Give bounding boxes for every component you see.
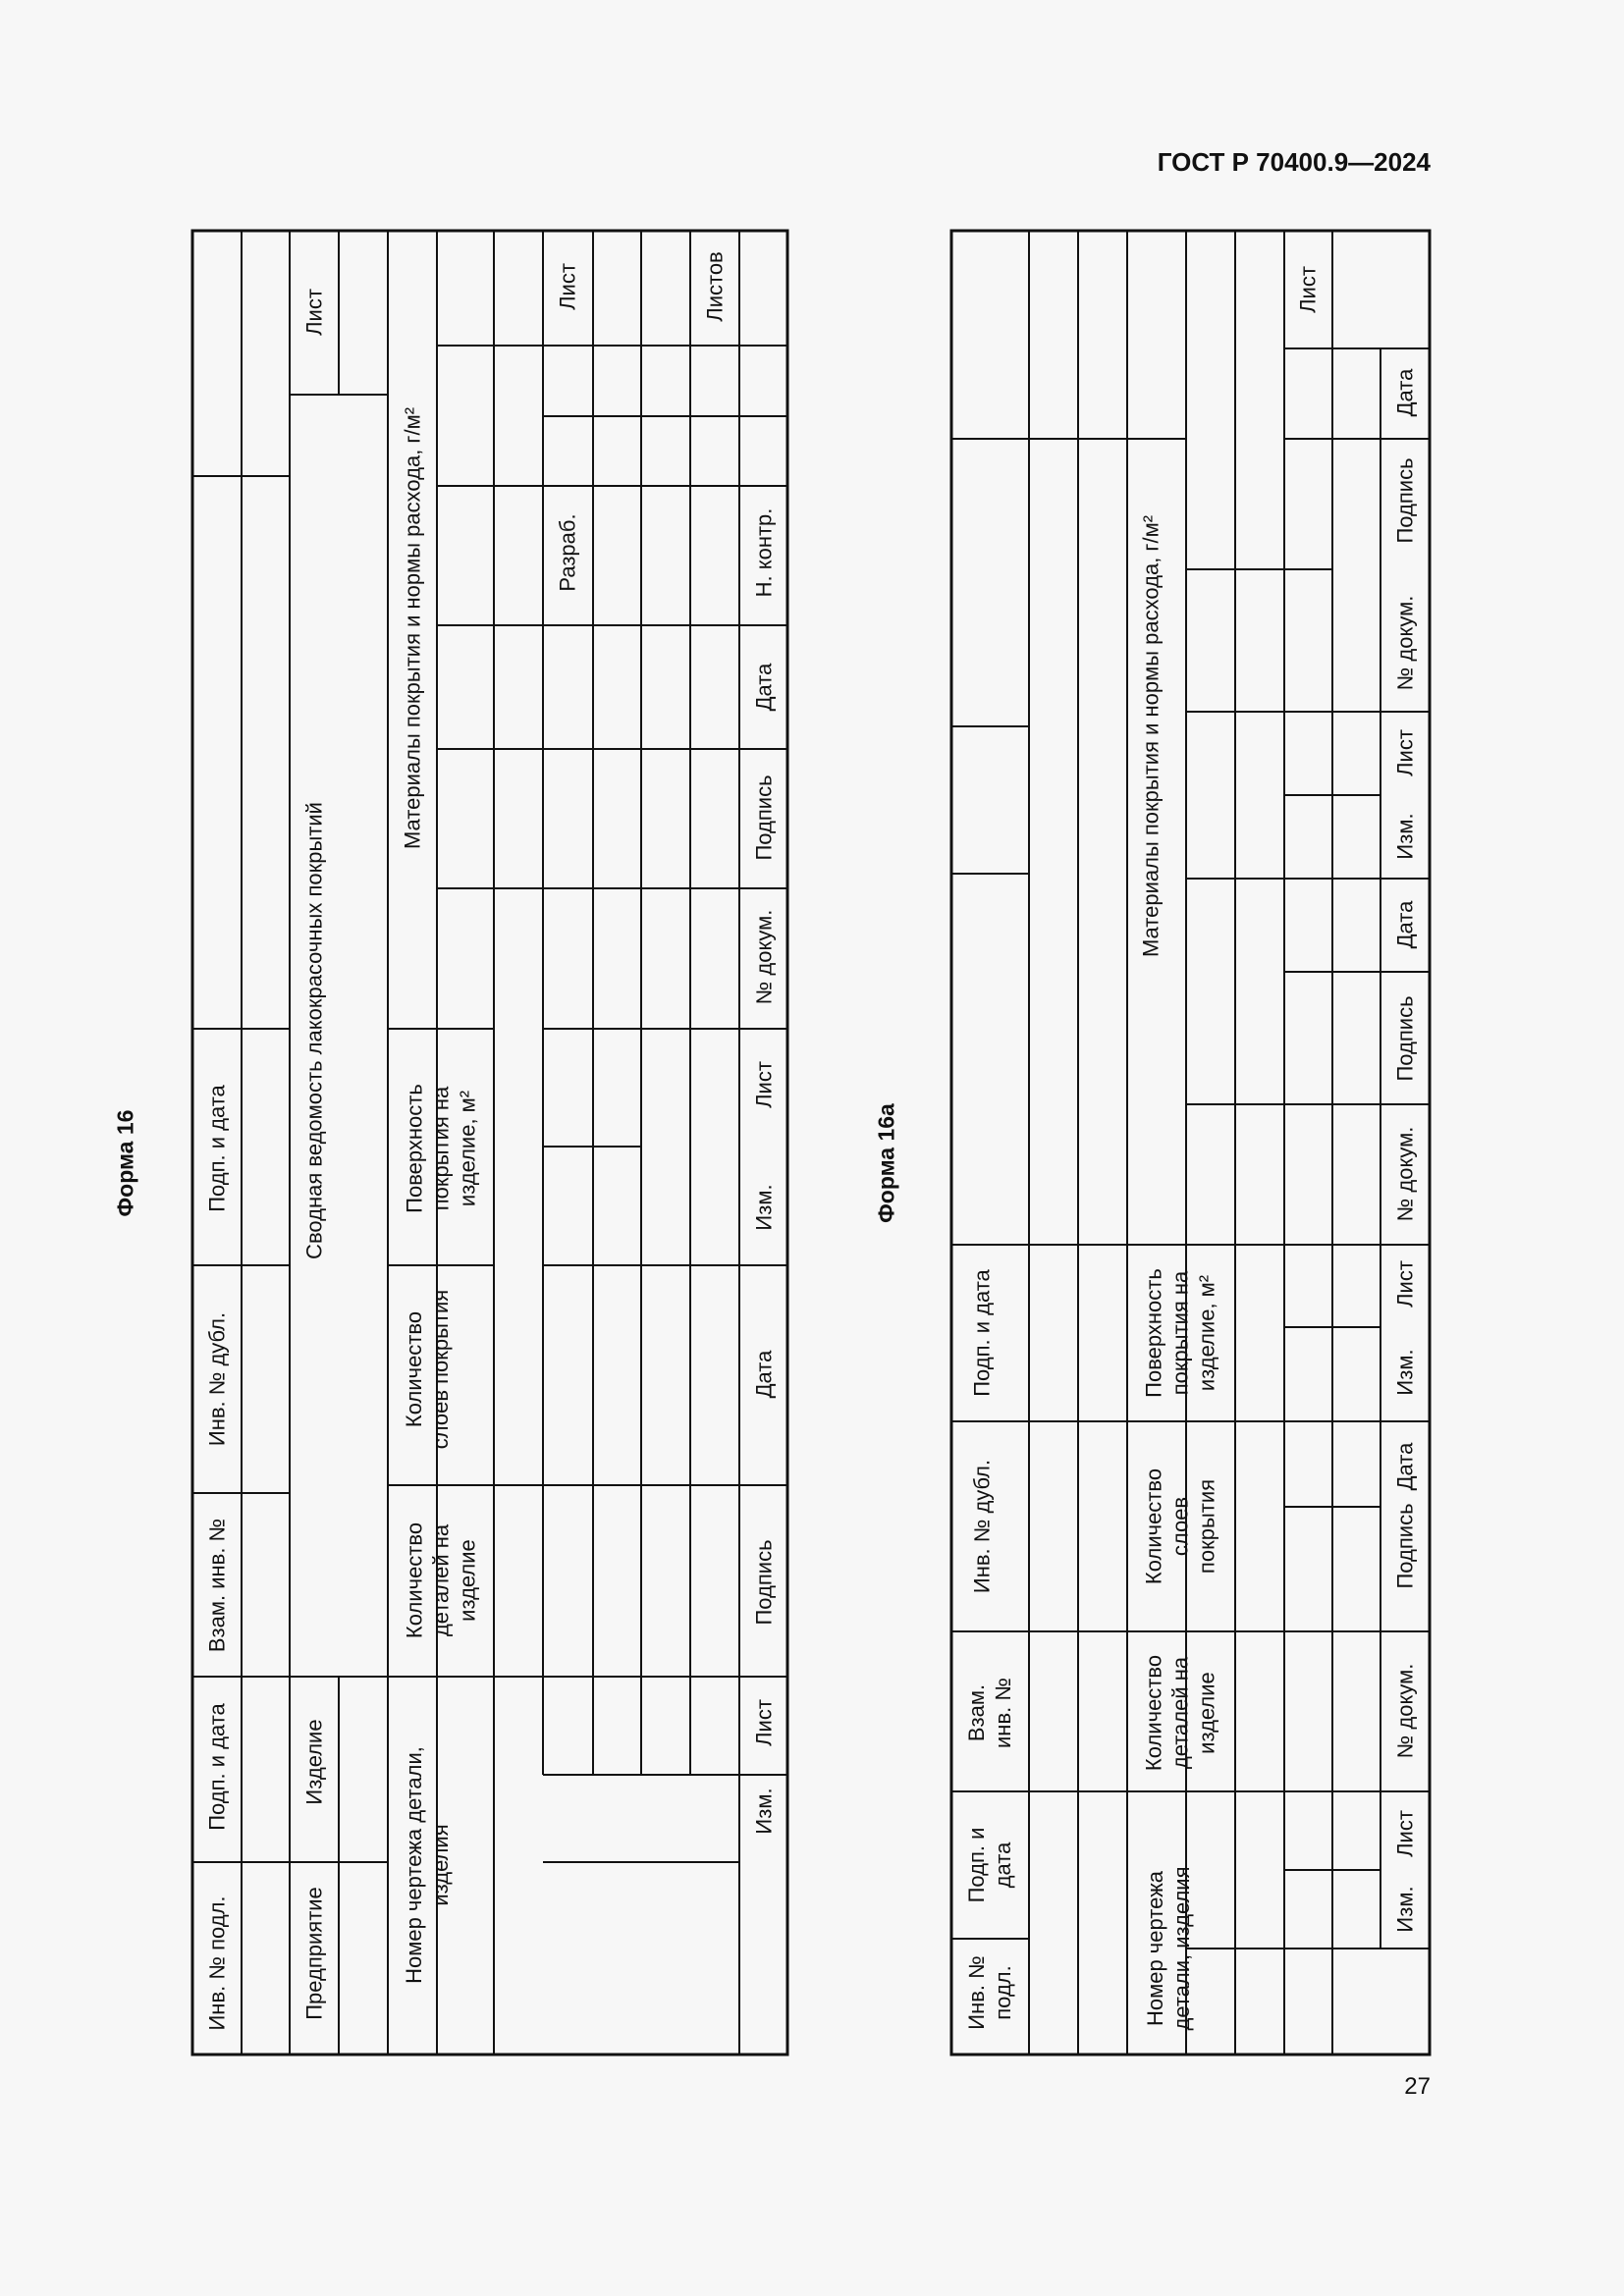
form16a-materialy: Материалы покрытия и нормы расхода, г/м² [1138,514,1164,958]
form16a-stamp-10: Изм. [1392,813,1418,860]
form16-list-stamp: Лист [555,263,580,310]
form16a-stamp-13: Подпись [1392,457,1418,544]
form16-stamp-izm: Изм. [751,1788,777,1835]
form16a-stamp-12: № докум. [1392,595,1418,691]
form16-n-kontr: Н. контр. [751,507,777,598]
form16a-inv-podl: Инв. № подл. [964,1955,1015,2030]
form16a-nomer-chert: Номер чертежа детали, изделия [1143,1866,1194,2031]
form16a-stamp-6: Лист [1392,1260,1418,1308]
form16a-podp-data-2: Подп. и дата [969,1269,995,1397]
form16-podp-data-2: Подп. и дата [204,1085,230,1212]
form16-inv-dubl: Инв. № дубл. [204,1311,230,1447]
form16-stamp-data-2: Дата [751,663,777,712]
form16-kol-sloev: Количество слоев покрытия [402,1289,453,1450]
form16a-stamp-5: Изм. [1392,1349,1418,1396]
form16-stamp-n-dokum: № докум. [751,909,777,1005]
form16a-stamp-0: Изм. [1392,1886,1418,1933]
form16a-stamp-2: № докум. [1392,1663,1418,1759]
form16-stamp-data: Дата [751,1350,777,1399]
form16-poverhnost: Поверхность покрытия на изделие, м² [402,1084,480,1213]
form16a-stamp-1: Лист [1392,1810,1418,1857]
form16a-poverhnost: Поверхность покрытия на изделие, м² [1141,1268,1219,1398]
form16-svodnaya-title: Сводная ведомость лакокрасочных покрытий [301,802,327,1259]
form16-grid [192,231,787,2055]
form16-nomer-chert: Номер чертежа детали, изделия [402,1746,453,1984]
form16-izdelie: Изделие [301,1719,327,1805]
form16a-stamp-14: Дата [1392,368,1418,417]
form16-stamp-izm-2: Изм. [751,1184,777,1231]
form16-list-top: Лист [301,289,327,336]
form16a-inv-dubl: Инв. № дубл. [969,1459,995,1594]
document-header: ГОСТ Р 70400.9—2024 [1157,147,1431,177]
form16a-stamp-9: Дата [1392,900,1418,949]
form16-title: Форма 16 [112,1109,138,1217]
form16a-title: Форма 16а [873,1103,899,1223]
form16-predpriyatie: Предприятие [301,1887,327,2020]
form16-kol-detaley: Количество деталей на изделие [402,1522,480,1639]
form16a-kol-sloev: Количество слоев покрытия [1141,1468,1219,1585]
form16a-stamp-4: Дата [1392,1442,1418,1491]
form16a-podp-data-1: Подп. и дата [964,1827,1015,1903]
form16-stamp-podpis-2: Подпись [751,774,777,861]
form16a-list-stamp: Лист [1295,266,1321,313]
form16a-kol-detaley: Количество деталей на изделие [1141,1654,1219,1772]
form16a-stamp-3: Подпись [1392,1503,1418,1589]
form16-vzam-inv: Взам. инв. № [204,1518,230,1653]
form16-stamp-list-2: Лист [751,1061,777,1108]
form16a-stamp-7: № докум. [1392,1126,1418,1222]
form16-razrab: Разраб. [555,513,580,592]
form16-inv-podl: Инв. № подл. [204,1896,230,2031]
form16-listov: Листов [702,251,728,322]
form16a-stamp-11: Лист [1392,729,1418,776]
page-number: 27 [1404,2073,1431,2100]
form16-stamp-podpis: Подпись [751,1539,777,1626]
form16a-stamp-8: Подпись [1392,995,1418,1082]
form16-podp-data-1: Подп. и дата [204,1703,230,1831]
form16-materialy: Материалы покрытия и нормы расхода, г/м² [400,406,425,850]
form16a-vzam-inv: Взам. инв. № [964,1678,1015,1748]
form16a-grid [951,231,1430,2055]
form16-stamp-list: Лист [751,1699,777,1746]
